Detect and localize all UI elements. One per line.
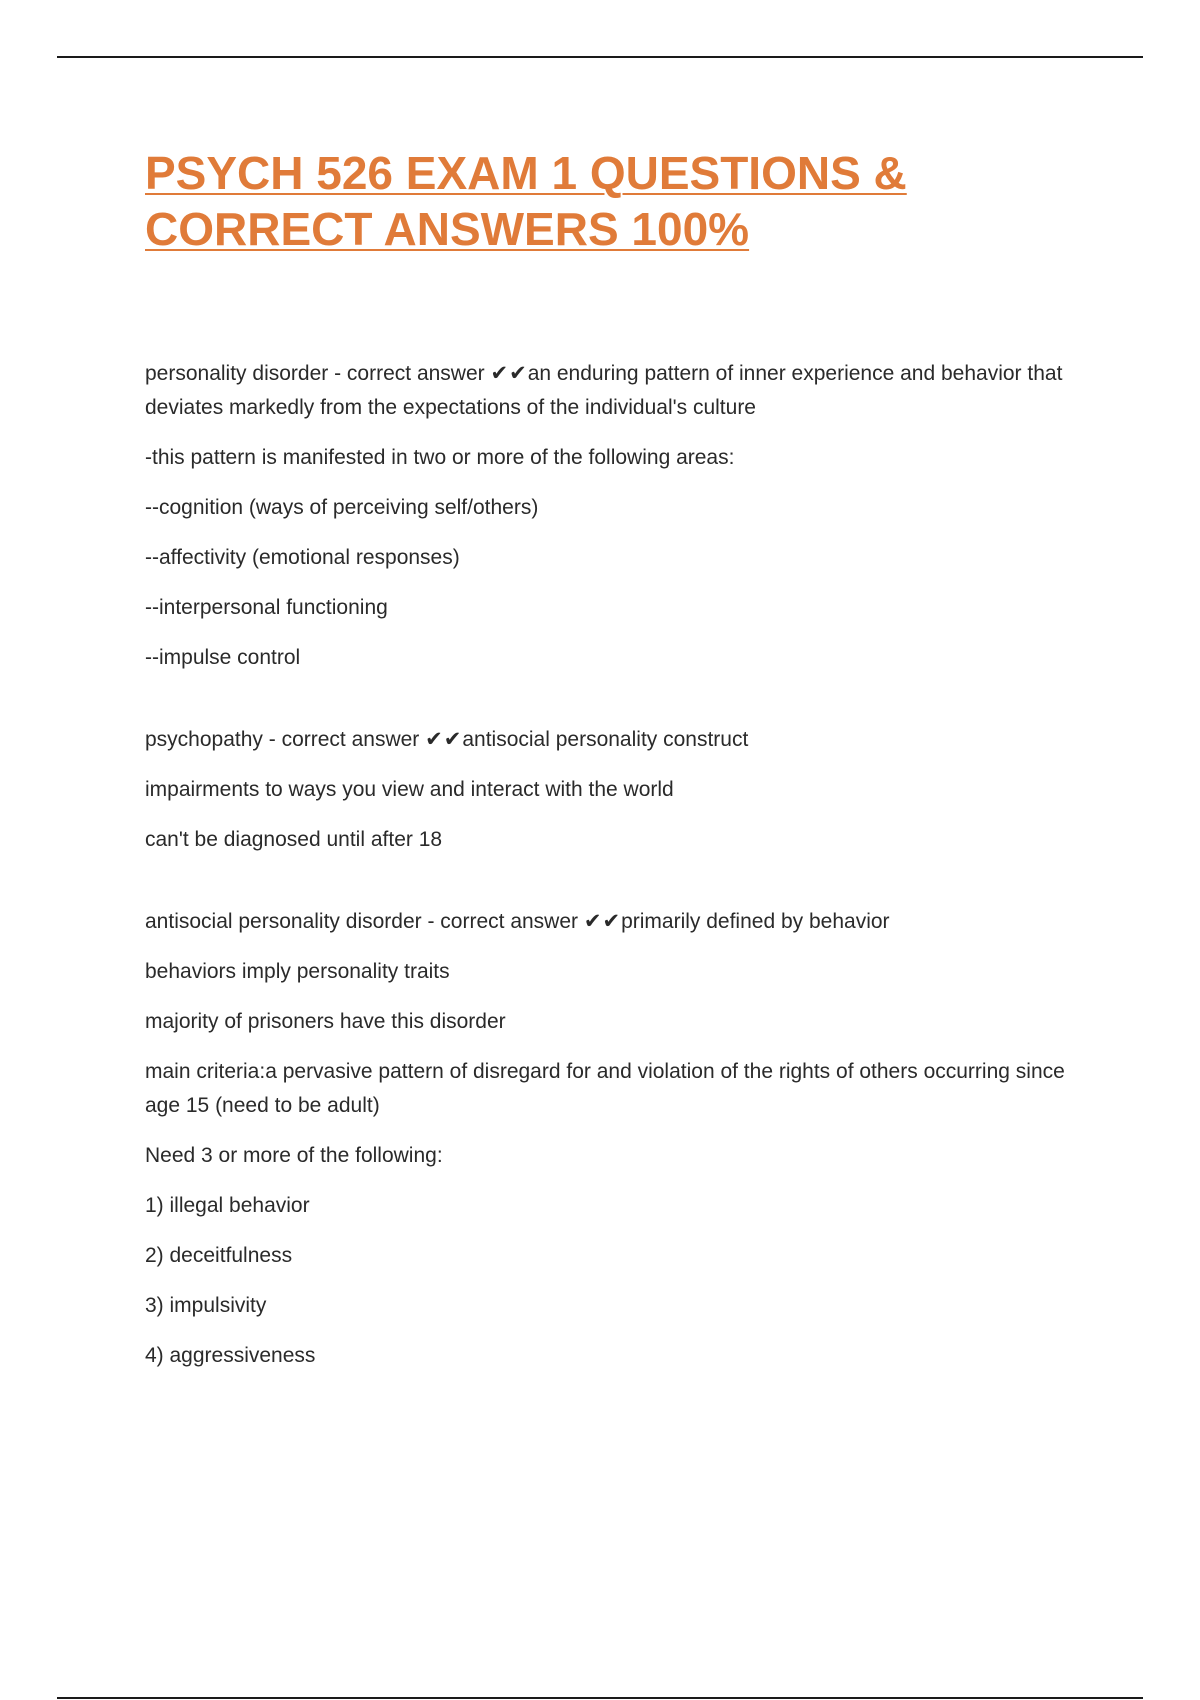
qa-term: antisocial personality disorder bbox=[145, 910, 422, 933]
qa-entry bbox=[145, 905, 1090, 1373]
qa-detail: behaviors imply personality traits bbox=[145, 960, 450, 983]
qa-answer: primarily defined by behavior bbox=[621, 910, 890, 933]
qa-separator: - correct answer bbox=[421, 910, 584, 933]
qa-term: psychopathy bbox=[145, 728, 263, 751]
qa-detail: 1) illegal behavior bbox=[145, 1194, 310, 1217]
qa-detail: 2) deceitfulness bbox=[145, 1244, 293, 1267]
header-rule bbox=[57, 56, 1143, 58]
qa-detail: --interpersonal functioning bbox=[145, 596, 388, 619]
qa-separator: - correct answer bbox=[328, 362, 491, 385]
qa-detail: main criteria:a pervasive pattern of disregard for and violation of the rights of others occurring since age 15 (need to be adult) bbox=[145, 1060, 1065, 1117]
qa-detail: --impulse control bbox=[145, 646, 301, 669]
qa-detail: --cognition (ways of perceiving self/others) bbox=[145, 496, 539, 519]
qa-detail: 3) impulsivity bbox=[145, 1294, 267, 1317]
qa-separator: - correct answer bbox=[262, 728, 426, 751]
qa-question-line bbox=[145, 905, 1090, 939]
qa-entry bbox=[145, 723, 1090, 857]
check-mark-icon: ✔✔ bbox=[583, 910, 622, 933]
qa-term: personality disorder bbox=[145, 362, 329, 385]
qa-detail: majority of prisoners have this disorder bbox=[145, 1010, 506, 1033]
document-body bbox=[145, 357, 1090, 1389]
qa-detail: can't be diagnosed until after 18 bbox=[145, 828, 443, 851]
check-mark-icon: ✔✔ bbox=[425, 728, 463, 751]
qa-entry bbox=[145, 357, 1090, 675]
qa-answer: antisocial personality construct bbox=[462, 728, 749, 751]
document-title: PSYCH 526 EXAM 1 QUESTIONS & CORRECT ANSWERS 100% bbox=[145, 147, 907, 255]
qa-question-line bbox=[145, 723, 1090, 757]
qa-question-line bbox=[145, 357, 1090, 425]
qa-detail: -this pattern is manifested in two or more of the following areas: bbox=[145, 446, 735, 469]
qa-detail: --affectivity (emotional responses) bbox=[145, 546, 460, 569]
qa-detail: 4) aggressiveness bbox=[145, 1344, 316, 1367]
qa-detail: impairments to ways you view and interact with the world bbox=[145, 778, 674, 801]
qa-answer: an enduring pattern of inner experience and behavior that deviates markedly from the expectations of the individual's culture bbox=[145, 362, 1063, 419]
footer-rule bbox=[57, 1697, 1143, 1699]
qa-detail: Need 3 or more of the following: bbox=[145, 1144, 443, 1167]
check-mark-icon: ✔✔ bbox=[490, 362, 528, 385]
